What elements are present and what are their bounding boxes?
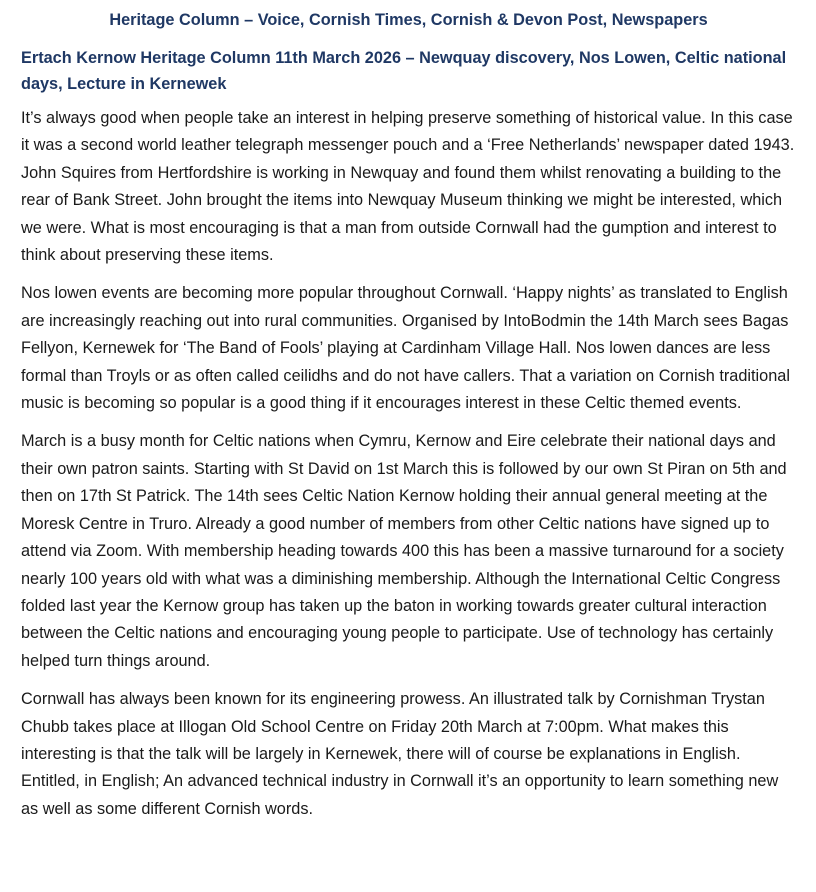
column-title: Heritage Column – Voice, Cornish Times, Cornish & Devon Post, Newspapers: [109, 11, 708, 29]
paragraph-newquay-discovery: It’s always good when people take an interest in helping preserve something of historical value. In this case it was a second world leather telegraph messenger pouch and a ‘Free Netherlands’ newspaper dated 1943. John Squires from Hertfordshire is working in Newquay and found them whilst renovating a building to the rear of Bank Street. John brought the items into Newquay Museum thinking we might be interested, which we were. What is most encouraging is that a man from outside Cornwall had the gumption and interest to think about preserving these items.: [21, 109, 795, 265]
article-heading: Ertach Kernow Heritage Column 11th March 2026 – Newquay discovery, Nos Lowen, Celtic national days, Lecture in Kernewek: [21, 49, 787, 93]
paragraph-nos-lowen: Nos lowen events are becoming more popular throughout Cornwall. ‘Happy nights’ as translated to English are increasingly reaching out into rural communities. Organised by IntoBodmin the 14th March sees Bagas Fellyon, Kernewek for ‘The Band of Fools’ playing at Cardinham Village Hall. Nos lowen dances are less formal than Troyls or as often called ceilidhs and do not have callers. That a variation on Cornish traditional music is becoming so popular is a good thing if it encourages interest in these Celtic themed events.: [21, 284, 790, 413]
document-page: [21, 0, 796, 823]
paragraph-celtic-national-days: March is a busy month for Celtic nations when Cymru, Kernow and Eire celebrate their national days and their own patron saints. Starting with St David on 1st March this is followed by our own St Piran on 5th and then on 17th St Patrick. The 14th sees Celtic Nation Kernow holding their annual general meeting at the Moresk Centre in Truro. Already a good number of members from other Celtic nations have signed up to attend via Zoom. With membership heading towards 400 this has been a massive turnaround for a society nearly 100 years old with what was a diminishing membership. Although the International Celtic Congress folded last year the Kernow group has taken up the baton in working towards greater cultural interaction between the Celtic nations and encouraging young people to participate. Use of technology has certainly helped turn things around.: [21, 432, 787, 670]
paragraph-lecture-kernewek: Cornwall has always been known for its engineering prowess. An illustrated talk by Cornishman Trystan Chubb takes place at Illogan Old School Centre on Friday 20th March at 7:00pm. What makes this interesting is that the talk will be largely in Kernewek, there will of course be explanations in English. Entitled, in English; An advanced technical industry in Cornwall it’s an opportunity to learn something new as well as some different Cornish words.: [21, 690, 779, 818]
